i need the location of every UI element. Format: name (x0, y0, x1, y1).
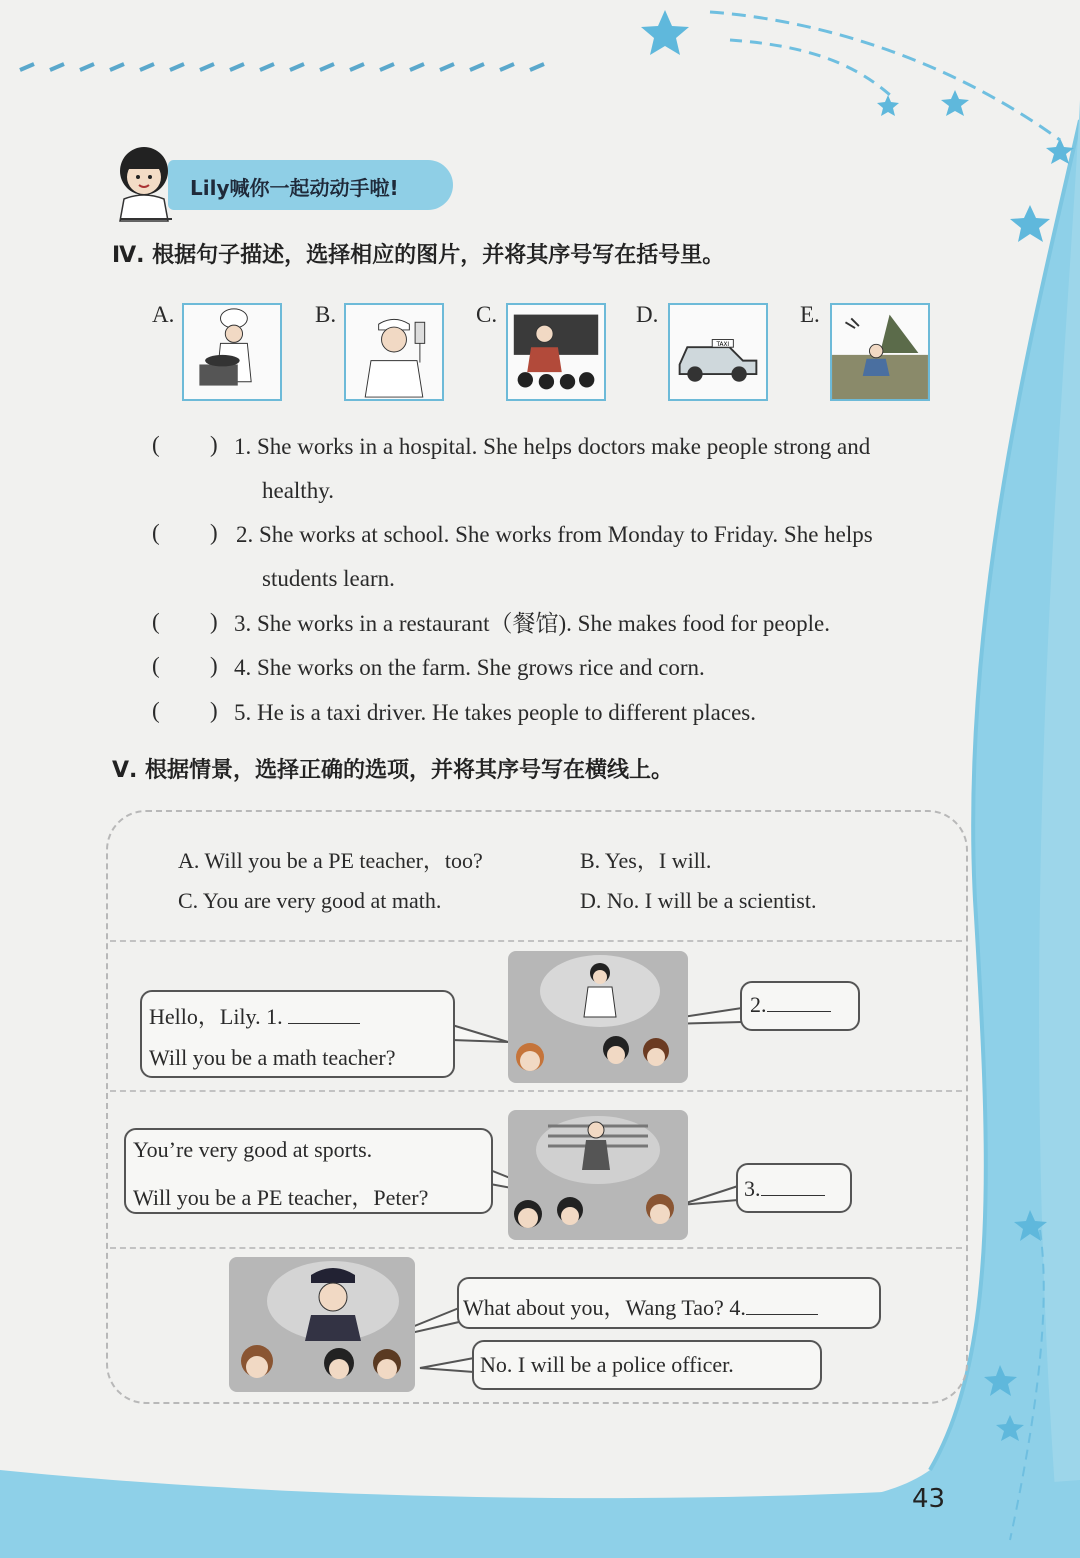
chef-icon (184, 305, 280, 399)
dialog-1-line-1-text: Hello，Lily. 1. (149, 1004, 283, 1029)
dialog-1-line-1 (149, 1000, 360, 1031)
picture-c-teacher (506, 303, 606, 401)
banner-text: Lily喊你一起动动手啦! (190, 176, 399, 200)
picture-b-nurse (344, 303, 444, 401)
dialog-2-line-1: You’re very good at sports. (133, 1137, 373, 1162)
picture-label-b: B. (315, 302, 337, 327)
divider (110, 1247, 962, 1249)
section-4-heading: Ⅳ. 根据句子描述，选择相应的图片，并将其序号写在括号里。 (112, 243, 725, 268)
divider (110, 1090, 962, 1092)
picture-label-d: D. (636, 302, 659, 327)
option-c: C. You are very good at math. (178, 888, 442, 913)
picture-label-a: A. (152, 302, 175, 327)
answer-paren-open[interactable]: ( (152, 520, 160, 545)
question-1-line-1: 1. She works in a hospital. She helps doctors make people strong and (234, 434, 871, 459)
answer-blank-3[interactable] (761, 1177, 825, 1196)
answer-paren-close: ) (210, 432, 218, 457)
dialog-3-answer: No. I will be a police officer. (480, 1352, 734, 1377)
dialog-3-question-text: What about you，Wang Tao? 4. (463, 1295, 746, 1320)
dialog-1-answer (750, 992, 831, 1018)
picture-d-taxi (668, 303, 768, 401)
teacher-classroom-icon (508, 305, 604, 399)
farmer-icon (832, 305, 928, 399)
kids-thinking-police-officer-icon (229, 1257, 415, 1392)
divider (110, 940, 962, 942)
answer-paren-close: ) (210, 698, 218, 723)
picture-a-chef (182, 303, 282, 401)
scene-photo-2 (508, 1110, 688, 1240)
answer-paren-open[interactable]: ( (152, 609, 160, 634)
dialog-2-line-2: Will you be a PE teacher，Peter? (133, 1185, 429, 1210)
page-number: 43 (912, 1484, 946, 1514)
scene-photo-1 (508, 951, 688, 1083)
picture-label-e: E. (800, 302, 820, 327)
option-b: B. Yes，I will. (580, 848, 712, 873)
answer-paren-close: ) (210, 609, 218, 634)
dialog-1-line-2: Will you be a math teacher? (149, 1045, 396, 1070)
answer-paren-open[interactable]: ( (152, 653, 160, 678)
kids-thinking-pe-teacher-icon (508, 1110, 688, 1240)
picture-label-c: C. (476, 302, 498, 327)
answer-paren-open[interactable]: ( (152, 432, 160, 457)
section-5-heading: Ⅴ. 根据情景，选择正确的选项，并将其序号写在横线上。 (112, 758, 674, 783)
taxi-icon (670, 305, 766, 399)
answer-number-3: 3. (744, 1176, 761, 1201)
nurse-icon (346, 305, 442, 399)
question-1-line-2: healthy. (262, 478, 334, 503)
lily-girl-icon (110, 143, 180, 223)
option-d: D. No. I will be a scientist. (580, 888, 817, 913)
kids-thinking-scientist-icon (508, 951, 688, 1083)
question-3-line-1: 3. She works in a restaurant（餐馆). She makes food for people. (234, 611, 830, 636)
scene-photo-3 (229, 1257, 415, 1392)
answer-blank-1[interactable] (288, 1005, 360, 1024)
answer-paren-close: ) (210, 520, 218, 545)
answer-paren-open[interactable]: ( (152, 698, 160, 723)
question-2-line-2: students learn. (262, 566, 395, 591)
question-2-line-1: 2. She works at school. She works from Monday to Friday. She helps (236, 522, 873, 547)
answer-blank-2[interactable] (767, 993, 831, 1012)
picture-e-farmer (830, 303, 930, 401)
taxi-sign: TAXI (716, 342, 730, 349)
dialog-2-answer (744, 1176, 825, 1202)
answer-blank-4[interactable] (746, 1296, 818, 1315)
answer-number-2: 2. (750, 992, 767, 1017)
option-a: A. Will you be a PE teacher，too? (178, 848, 483, 873)
question-5-line-1: 5. He is a taxi driver. He takes people to different places. (234, 700, 757, 725)
dialog-3-question (463, 1291, 818, 1322)
question-4-line-1: 4. She works on the farm. She grows rice and corn. (234, 655, 705, 680)
answer-paren-close: ) (210, 653, 218, 678)
